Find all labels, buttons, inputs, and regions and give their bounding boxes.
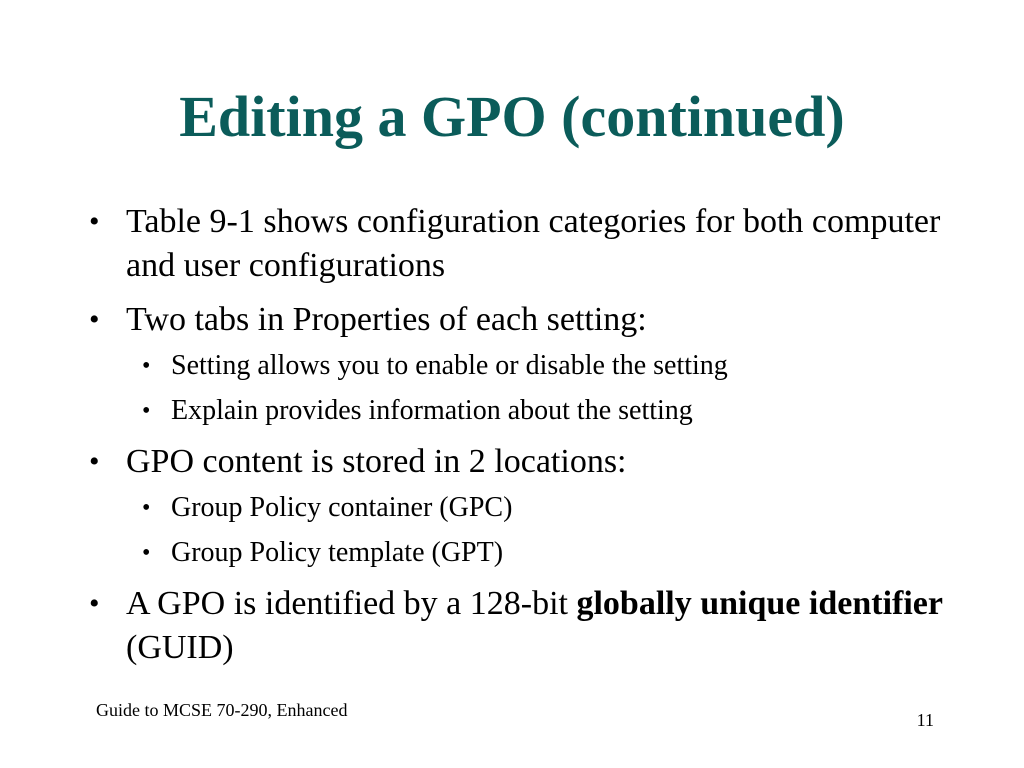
bullet-item	[89, 582, 956, 670]
bullet-item	[89, 200, 956, 288]
bullet-symbol: •	[89, 445, 100, 478]
sub-bullet-item	[142, 535, 971, 571]
bullet-item	[89, 298, 956, 342]
bullet-symbol: •	[89, 587, 100, 620]
bullet-symbol: •	[89, 303, 100, 336]
bullet-text: Group Policy template (GPT)	[171, 537, 504, 568]
bullet-item	[89, 440, 956, 484]
page-number: 11	[916, 710, 934, 730]
bullet-symbol: •	[142, 540, 151, 566]
bullet-symbol: •	[142, 398, 151, 424]
bullet-symbol: •	[89, 205, 100, 238]
bullet-symbol: •	[142, 353, 151, 379]
bullet-bold-text: globally unique identifier	[576, 585, 943, 622]
bullet-text: Two tabs in Properties of each setting:	[126, 301, 647, 338]
bullet-text: GPO content is stored in 2 locations:	[126, 443, 627, 480]
sub-bullet-item	[142, 348, 971, 384]
footer-text: Guide to MCSE 70-290, Enhanced	[96, 700, 348, 720]
bullet-symbol: •	[142, 495, 151, 521]
sub-bullet-item	[142, 490, 971, 526]
bullet-text: A GPO is identified by a 128-bit	[126, 585, 577, 622]
bullet-text: Table 9-1 shows configuration categories for both computer and user configurations	[126, 203, 941, 284]
bullet-text: (GUID)	[126, 629, 234, 666]
slide-title: Editing a GPO (continued)	[179, 84, 845, 149]
bullet-text: Group Policy container (GPC)	[171, 492, 513, 523]
bullet-text: Explain provides information about the setting	[171, 395, 693, 426]
sub-bullet-item	[142, 393, 971, 429]
bullet-text: Setting allows you to enable or disable the setting	[171, 350, 728, 381]
